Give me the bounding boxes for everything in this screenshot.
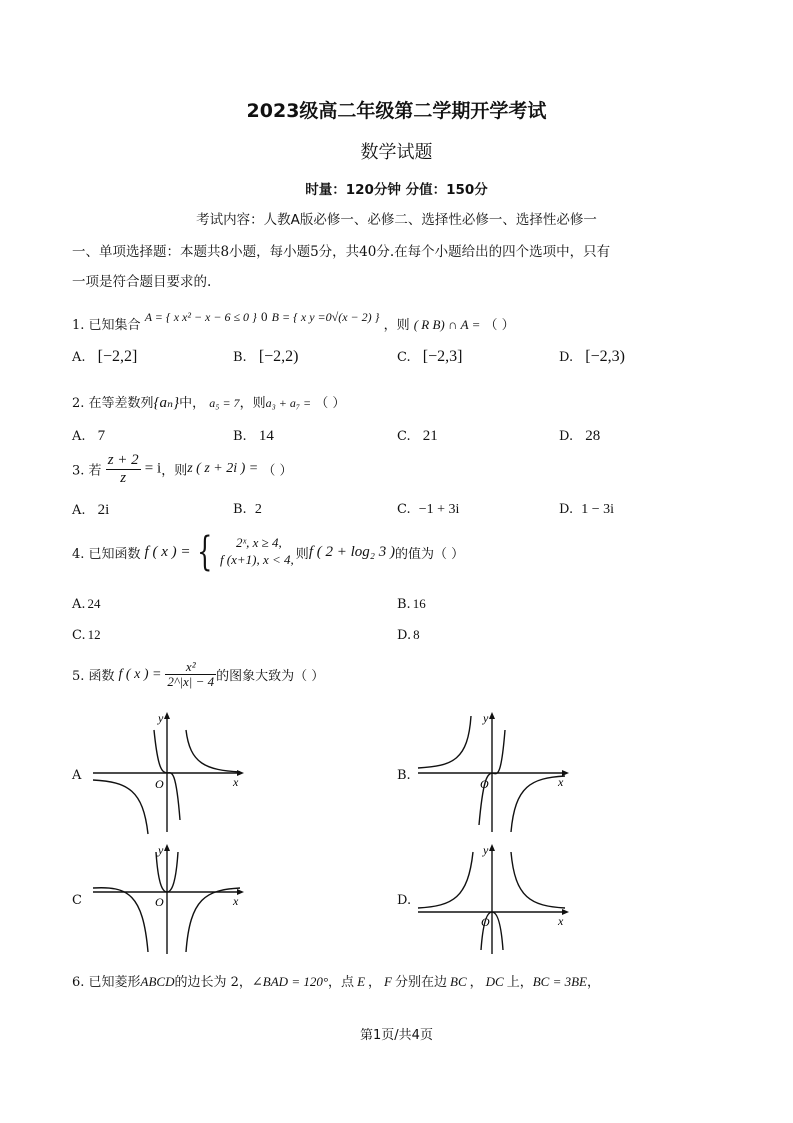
q4-case1: 2ˣ, x ≥ 4,: [235, 535, 282, 551]
q6-side: 的边长为 2，: [174, 975, 252, 990]
origin-label: O: [155, 895, 164, 909]
q3-option-b[interactable]: [233, 502, 262, 518]
q6-angle: ∠BAD = 120°: [251, 974, 329, 989]
q6-on: 分别在边: [394, 975, 447, 990]
q6-cond: BC = 3BE: [532, 974, 587, 989]
option-letter: B.: [397, 597, 411, 612]
question-3: [72, 452, 293, 486]
q5-option-a-label[interactable]: A: [72, 768, 82, 783]
question-1: [72, 309, 515, 333]
q5-graph-b[interactable]: [413, 710, 578, 835]
q2-mid: 中，: [179, 396, 206, 411]
q3-option-a[interactable]: [72, 502, 109, 519]
q1-prefix: 1. 已知集合: [72, 318, 141, 333]
q3-option-d[interactable]: [559, 502, 614, 518]
option-value: 8: [413, 627, 420, 642]
origin-label: O: [481, 915, 490, 929]
q2-prefix: 2. 在等差数列: [72, 396, 154, 411]
q1-expr: ( R B) ∩ A =: [413, 317, 481, 332]
option-value: [−2,2): [258, 348, 299, 365]
y-arrow-icon: [489, 712, 495, 719]
q6-end: ，: [587, 975, 601, 990]
q3-then: ，则: [161, 463, 188, 479]
exam-title: 2023级高二年级第二学期开学考试: [246, 100, 547, 122]
q2-blank: （ ）: [315, 396, 346, 411]
q6-bc: BC: [450, 974, 467, 989]
q1-blank: （ ）: [484, 318, 515, 333]
y-arrow-icon: [164, 844, 170, 851]
q4-option-c[interactable]: [72, 627, 101, 643]
q1-then: ，则: [383, 318, 410, 333]
option-letter: D.: [559, 429, 574, 444]
question-4: [72, 529, 465, 575]
curve-right-outer: [186, 888, 240, 952]
q6-comma: ，: [368, 975, 382, 990]
q1-option-c[interactable]: [397, 348, 462, 366]
q4-case2: f (x+1), x < 4,: [219, 552, 294, 567]
section-intro-line2: 一项是符合题目要求的.: [72, 274, 212, 290]
q2-option-a[interactable]: [72, 428, 105, 445]
option-value: 2: [254, 502, 262, 517]
q3-blank: （ ）: [262, 463, 293, 479]
y-arrow-icon: [489, 844, 495, 851]
option-letter: B.: [233, 429, 247, 444]
curve-left-outer: [418, 852, 473, 908]
axis-x-label: x: [233, 775, 239, 789]
option-value: −1 + 3i: [418, 502, 460, 517]
q1-set-a: A = { x x² − x − 6 ≤ 0 }: [144, 310, 257, 324]
option-letter: A.: [72, 503, 86, 518]
q6-on2: 上，: [506, 975, 533, 990]
q2-option-d[interactable]: [559, 428, 600, 445]
axis-y-label: y: [483, 711, 489, 725]
question-6: [72, 971, 600, 990]
q5-fx: f ( x ) =: [118, 666, 162, 682]
option-letter: A.: [72, 350, 86, 365]
option-value: 21: [422, 428, 438, 444]
q3-frac-den: z: [120, 469, 127, 486]
option-value: 12: [87, 627, 101, 642]
q6-shape: ABCD: [140, 974, 175, 989]
q5-graph-d[interactable]: [413, 842, 578, 957]
q2-seq: {aₙ}: [153, 395, 180, 411]
q6-dc: DC: [485, 974, 504, 989]
option-value: 2i: [97, 502, 110, 518]
page-footer: 第1页/共4页: [360, 1028, 433, 1043]
q4-prefix: 4. 已知函数: [72, 546, 141, 562]
curve-left-outer: [93, 780, 148, 834]
q2-then: ，则: [239, 396, 266, 411]
axis-x-label: x: [233, 894, 239, 908]
q1-option-a[interactable]: [72, 348, 137, 366]
curve-left-outer: [93, 888, 148, 952]
q4-option-b[interactable]: [397, 596, 426, 612]
option-letter: B.: [233, 350, 247, 365]
q5-option-d-label[interactable]: D.: [397, 893, 412, 908]
q4-option-a[interactable]: [72, 596, 101, 612]
q4-cases: [220, 535, 294, 569]
option-value: 14: [258, 428, 274, 444]
section-intro-line1: 一、单项选择题：本题共8小题，每小题5分，共40分.在每个小题给出的四个选项中，只有: [72, 244, 611, 260]
option-letter: D.: [397, 628, 412, 643]
question-5: [72, 660, 324, 690]
q4-then: 则: [295, 546, 309, 562]
q3-frac-num: z + 2: [107, 452, 139, 468]
q5-option-c-label[interactable]: C: [72, 893, 82, 908]
exam-meta: 时量：120分钟 分值：150分: [305, 182, 488, 198]
q1-set-b: B = { x y =0√(x − 2) }: [271, 310, 380, 324]
option-value: 28: [585, 428, 601, 444]
q5-frac-den: 2^|x| − 4: [167, 674, 215, 690]
axis-x-label: x: [558, 914, 564, 928]
y-arrow-icon: [164, 712, 170, 719]
option-letter: D.: [559, 502, 574, 517]
q2-cond: a₅ = 7: [209, 396, 240, 410]
q6-point-f: F: [384, 974, 392, 989]
option-letter: D.: [559, 350, 574, 365]
q5-graph-c[interactable]: [88, 842, 253, 957]
exam-content-scope: 考试内容：人教A版必修一、必修二、选择性必修一、选择性必修一: [196, 212, 597, 228]
question-2: [72, 392, 345, 412]
option-letter: A.: [72, 429, 86, 444]
q5-graph-a[interactable]: [88, 710, 253, 835]
option-value: 24: [87, 596, 101, 611]
q1-option-b[interactable]: [233, 348, 299, 366]
q3-expr: z ( z + 2i ) =: [187, 461, 259, 476]
q5-fraction: [165, 660, 216, 690]
q2-option-c[interactable]: [397, 428, 438, 445]
q4-option-d[interactable]: [397, 627, 420, 643]
q6-comma2: ，: [469, 975, 483, 990]
q6-point-e: E: [357, 974, 366, 989]
q4-tail: 的值为（ ）: [394, 546, 465, 562]
q5-option-b-label[interactable]: B.: [397, 768, 411, 783]
q6-points: ，点: [328, 975, 355, 990]
q5-frac-num: x²: [165, 660, 216, 675]
q6-prefix: 6. 已知菱形: [72, 975, 141, 990]
q4-expr: f ( 2 + log₂ 3 ): [308, 543, 395, 560]
q2-option-b[interactable]: [233, 428, 274, 445]
option-letter: C.: [397, 502, 411, 517]
option-value: [−2,3): [585, 348, 625, 365]
option-letter: C.: [397, 429, 411, 444]
axis-y-label: y: [483, 843, 489, 857]
q5-prefix: 5. 函数: [72, 669, 115, 685]
q3-fraction: [106, 452, 141, 486]
q1-option-d[interactable]: [559, 348, 625, 366]
q5-tail: 的图象大致为（ ）: [216, 669, 325, 685]
option-value: 7: [97, 428, 106, 444]
origin-label: O: [480, 777, 489, 791]
axis-y-label: y: [158, 711, 164, 725]
q2-expr: a₃ + a₇ =: [265, 396, 312, 410]
option-value: 1 − 3i: [581, 502, 615, 517]
axis-x-label: x: [558, 775, 564, 789]
curve-right-outer: [186, 730, 240, 772]
q4-brace: {: [197, 529, 213, 575]
option-letter: B.: [233, 502, 247, 517]
origin-label: O: [155, 777, 164, 791]
q4-fx: f ( x ) =: [144, 543, 191, 560]
option-value: [−2,3]: [422, 348, 463, 365]
curve-left-outer: [418, 716, 471, 768]
q3-prefix: 3. 若: [72, 463, 102, 479]
axis-y-label: y: [158, 843, 164, 857]
option-value: 16: [412, 596, 426, 611]
exam-subtitle: 数学试题: [360, 142, 433, 163]
option-letter: C.: [397, 350, 411, 365]
q3-eq: = i: [144, 460, 162, 477]
curve-right-outer: [511, 852, 565, 908]
option-value: [−2,2]: [97, 348, 138, 365]
curve-right-outer: [511, 776, 565, 832]
q3-option-c[interactable]: [397, 502, 459, 518]
option-letter: C.: [72, 628, 86, 643]
option-letter: A.: [72, 597, 86, 612]
q1-sep: 0: [261, 309, 268, 324]
